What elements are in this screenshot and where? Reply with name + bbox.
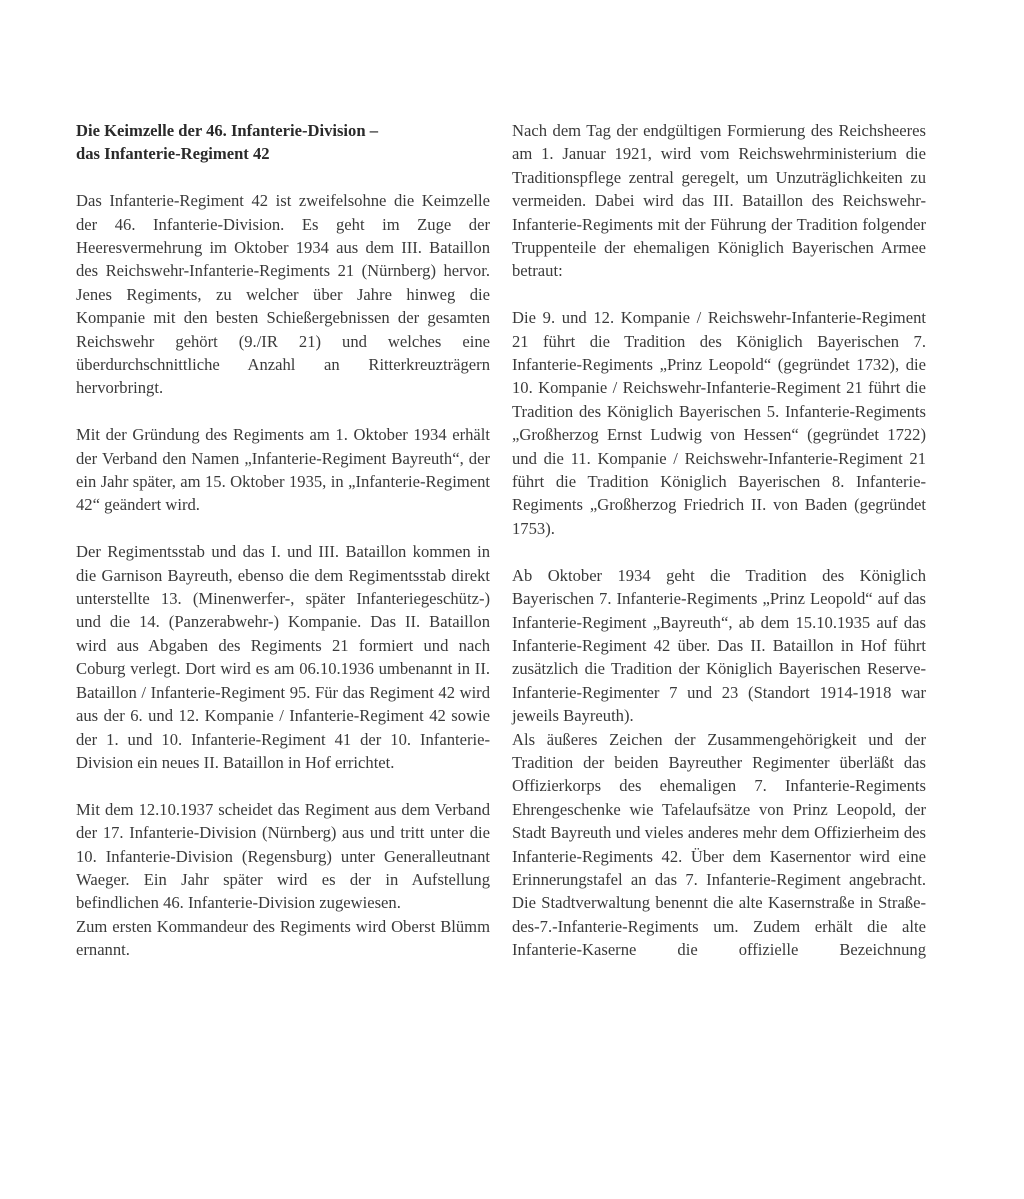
paragraph: Der Regimentsstab und das I. und III. Bataillon kommen in die Garnison Bayreuth, ebenso die dem Regimentsstab direkt unterstellte 13. (Minenwerfer-, später Infanteriegeschütz-) und die 14. (Panzerabwehr-) Kompanie. Das II. Bataillon wird aus Abgaben des Regiments 21 formiert und nach Coburg verlegt. Dort wird es am 06.10.1936 umbenannt in II. Bataillon / Infanterie-Regiment 95. Für das Regiment 42 wird aus der 6. und 12. Kompanie / Infanterie-Regiment 42 sowie der 1. und 10. Infanterie-Regiment 41 der 10. Infanterie-Division ein neues II. Bataillon in Hof errichtet. bbox=[76, 542, 490, 772]
paragraph: Ab Oktober 1934 geht die Tradition des Königlich Bayerischen 7. Infanterie-Regiments „Prinz Leopold“ auf das Infanterie-Regiment „Bayreuth“, ab dem 15.10.1935 auf das Infanterie-Regiment 42 über. Das II. Bataillon in Hof führt zusätzlich die Tradition der Königlich Bayerischen Reserve-Infanterie-Regimenter 7 und 23 (Standort 1914-1918 war jeweils Bayreuth). bbox=[512, 565, 926, 726]
paragraph: Das Infanterie-Regiment 42 ist zweifelsohne die Keimzelle der 46. Infanterie-Division. Es geht im Zuge der Heeresvermehrung im Oktober 1934 aus dem III. Bataillon des Reichswehr-Infanterie-Regiments 21 (Nürnberg) hervor. Jenes Regiments, zu welcher über Jahre hinweg die Kompanie mit den besten Schießergebnissen der gesamten Reichswehr gehört (9./IR 21) und welches eine überdurchschnittliche Anzahl an Ritterkreuzträgern hervorbringt. bbox=[76, 191, 490, 398]
heading-line-1: Die Keimzelle der 46. Infanterie-Division – bbox=[76, 121, 379, 140]
paragraph: Mit dem 12.10.1937 scheidet das Regiment aus dem Verband der 17. Infanterie-Division (Nürnberg) aus und tritt unter die 10. Infanterie-Division (Regensburg) unter Generalleutnant Waeger. Ein Jahr später wird es der in Aufstellung befindlichen 46. Infanterie-Division zugewiesen. bbox=[76, 799, 490, 913]
left-column bbox=[76, 119, 490, 962]
paragraph: Nach dem Tag der endgültigen Formierung des Reichsheeres am 1. Januar 1921, wird vom Reichswehrministerium die Traditionspflege zentral geregelt, um Unzuträglichkeiten zu vermeiden. Dabei wird das III. Bataillon des Reichswehr-Infanterie-Regiments mit der Führung der Tradition folgender Truppenteile der ehemaligen Königlich Bayerischen Armee betraut: bbox=[512, 121, 926, 281]
paragraph: Mit der Gründung des Regiments am 1. Oktober 1934 erhält der Verband den Namen „Infanterie-Regiment Bayreuth“, der ein Jahr später, am 15. Oktober 1935, in „Infanterie-Regiment 42“ geändert wird. bbox=[76, 425, 490, 515]
paragraph: Zum ersten Kommandeur des Regiments wird Oberst Blümm ernannt. bbox=[76, 916, 490, 960]
paragraph: Die 9. und 12. Kompanie / Reichswehr-Infanterie-Regiment 21 führt die Tradition des Königlich Bayerischen 7. Infanterie-Regiments „Prinz Leopold“ (gegründet 1732), die 10. Kompanie / Reichswehr-Infanterie-Regiment 21 führt die Tradition des Königlich Bayerischen 5. Infanterie-Regiments „Großherzog Ernst Ludwig von Hessen“ (gegründet 1722) und die 11. Kompanie / Reichswehr-Infanterie-Regiment 21 führt die Tradition Königlich Bayerischen 8. Infanterie-Regiments „Großherzog Friedrich II. von Baden (gegründet 1753). bbox=[512, 308, 926, 538]
heading-line-2: das Infanterie-Regiment 42 bbox=[76, 144, 270, 164]
section-heading bbox=[76, 119, 490, 166]
paragraph: Als äußeres Zeichen der Zusammengehörigkeit und der Tradition der beiden Bayreuther Regimenter überläßt das Offizierkorps des ehemaligen 7. Infanterie-Regiments Ehrengeschenke wie Tafelaufsätze von Prinz Leopold, der Stadt Bayreuth und vieles anderes mehr dem Offizierheim des Infanterie-Regiments 42. Über dem Kasernentor wird eine Erinnerungstafel an das 7. Infanterie-Regiment angebracht. Die Stadtverwaltung benennt die alte Kasernstraße in Straße-des-7.-Infanterie-Regiments um. Zudem erhält die alte Infanterie-Kaserne die offizielle Bezeichnung bbox=[512, 729, 926, 960]
right-column bbox=[512, 119, 926, 962]
